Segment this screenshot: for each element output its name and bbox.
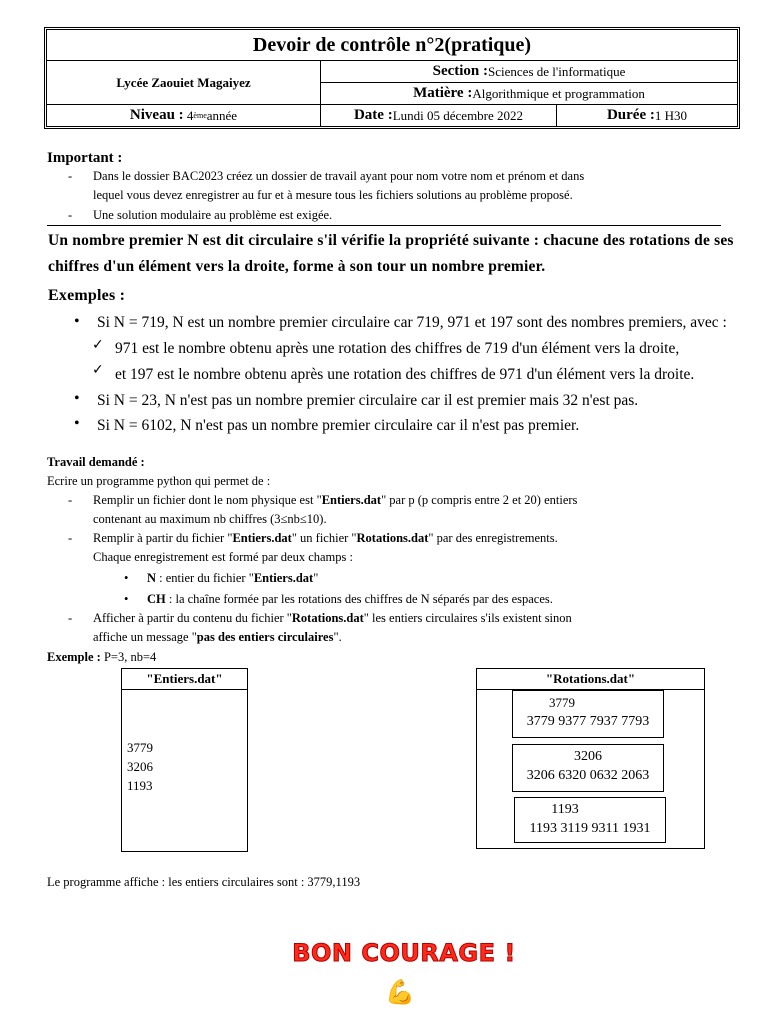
niveau-num: 4	[186, 107, 194, 123]
school-name: Lycée Zaouiet Magaiyez	[116, 74, 251, 90]
bullet-dot-icon: •	[124, 592, 129, 606]
exemples-title: Exemples :	[48, 287, 126, 304]
section-cell	[321, 61, 737, 83]
rotations-file-title: "Rotations.dat"	[477, 669, 704, 690]
niveau-cell	[47, 105, 321, 126]
field-ch: CH : la chaîne formée par les rotations des chiffres de N séparés par des espaces.	[147, 592, 553, 606]
flexed-biceps-icon: 💪	[385, 980, 415, 1006]
field-n: N : entier du fichier "Entiers.dat"	[147, 571, 319, 585]
record-box	[512, 690, 664, 738]
record-n: 1193	[551, 802, 579, 817]
program-output: Le programme affiche : les entiers circulaires sont : 3779,1193	[47, 875, 361, 889]
exemple-b3: Si N = 6102, N n'est pas un nombre premier circulaire car il n'est pas premier.	[97, 417, 580, 434]
exemple-b1: Si N = 719, N est un nombre premier circulaire car 719, 971 et 197 sont des nombres premiers, avec :	[97, 314, 727, 331]
separator-line	[47, 225, 721, 226]
date-value: Lundi 05 décembre 2022	[392, 107, 524, 123]
matiere-cell	[321, 83, 737, 105]
travail-intro: Ecrire un programme python qui permet de :	[47, 474, 271, 488]
exam-title: Devoir de contrôle n°2(pratique)	[252, 33, 532, 56]
record-ch: 3206 6320 0632 2063	[526, 768, 650, 783]
header-title-row	[47, 30, 737, 61]
matiere-value: Algorithmique et programmation	[472, 85, 645, 101]
exemple-params: Exemple : P=3, nb=4	[47, 650, 157, 664]
matiere-label: Matière :	[413, 85, 473, 101]
niveau-sup: ème	[193, 111, 207, 120]
travail-item-1b: contenant au maximum nb chiffres (3≤nb≤10).	[93, 512, 327, 526]
exemple-b2: Si N = 23, N n'est pas un nombre premier circulaire car il est premier mais 32 n'est pas.	[97, 392, 639, 409]
travail-item-2b: Chaque enregistrement est formé par deux champs :	[93, 550, 353, 564]
record-n: 3779	[549, 695, 575, 710]
niveau-suffix: année	[206, 107, 238, 123]
date-cell	[321, 105, 557, 126]
check-icon: ✓	[92, 337, 104, 353]
exemple-c1: 971 est le nombre obtenu après une rotation des chiffres de 719 d'un élément vers la droite,	[115, 340, 680, 357]
entiers-list	[127, 738, 153, 795]
bullet-dot-icon: •	[74, 390, 80, 407]
niveau-label: Niveau :	[129, 107, 184, 123]
record-ch: 1193 3119 9311 1931	[529, 821, 651, 836]
header-table	[44, 27, 740, 129]
travail-item-3: Afficher à partir du contenu du fichier "Rotations.dat" les entiers circulaires s'ils existent sinon	[93, 611, 572, 625]
duree-label: Durée :	[606, 107, 655, 123]
entiers-file-box	[121, 668, 248, 852]
important-item-1: Dans le dossier BAC2023 créez un dossier de travail ayant pour nom votre nom et prénom et dans	[93, 169, 585, 183]
travail-item-1: Remplir un fichier dont le nom physique est "Entiers.dat" par p (p compris entre 2 et 20) entiers	[93, 493, 578, 507]
record-box	[512, 744, 664, 792]
section-label: Section :	[432, 63, 489, 79]
date-label: Date :	[353, 107, 393, 123]
important-item-1b: lequel vous devez enregistrer au fur et à mesure tous les fichiers solutions au problème proposé.	[93, 188, 573, 202]
bon-courage: BON COURAGE !	[292, 939, 516, 967]
check-icon: ✓	[92, 362, 104, 378]
section-value: Sciences de l'informatique	[488, 63, 626, 79]
travail-title: Travail demandé :	[47, 455, 145, 469]
important-item-2: Une solution modulaire au problème est exigée.	[93, 208, 333, 222]
record-box	[514, 797, 666, 843]
duree-cell	[557, 105, 737, 126]
important-title: Important :	[47, 150, 123, 166]
bullet-dot-icon: •	[74, 415, 80, 432]
definition-line-2: chiffres d'un élément vers la droite, forme à son tour un nombre premier.	[48, 258, 546, 275]
bullet-dot-icon: •	[124, 571, 129, 585]
bullet-dot-icon: •	[74, 313, 80, 330]
list-item: 1193	[127, 778, 153, 793]
list-item: 3779	[127, 740, 153, 755]
list-item: 3206	[127, 759, 153, 774]
duree-value: 1 H30	[654, 107, 688, 123]
record-ch: 3779 9377 7937 7793	[526, 714, 650, 729]
exemple-c2: et 197 est le nombre obtenu après une rotation des chiffres de 971 d'un élément vers la droite.	[115, 366, 695, 383]
record-n: 3206	[574, 749, 602, 764]
entiers-file-title: "Entiers.dat"	[122, 669, 247, 690]
travail-item-2: Remplir à partir du fichier "Entiers.dat" un fichier "Rotations.dat" par des enregistrements.	[93, 531, 558, 545]
definition-line-1: Un nombre premier N est dit circulaire s'il vérifie la propriété suivante : chacune des rotations de ses	[48, 232, 734, 249]
travail-item-3b: affiche un message "pas des entiers circulaires".	[93, 630, 342, 644]
